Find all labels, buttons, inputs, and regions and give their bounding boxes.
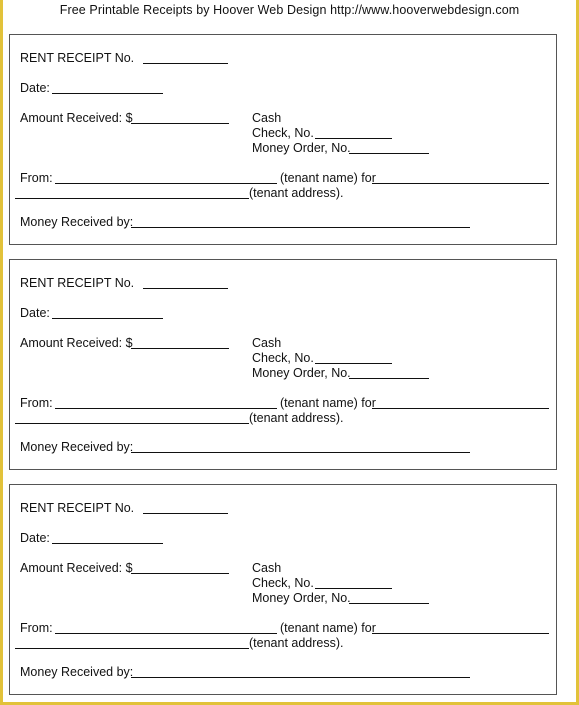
rent-receipt-1 [9,34,557,245]
receipt-title: RENT RECEIPT No. [20,501,135,515]
check-number-field[interactable] [315,138,392,139]
rent-receipt-3 [9,484,557,695]
received-by-field[interactable] [131,452,470,453]
money-received-by-label: Money Received by: [20,440,134,454]
received-by-field[interactable] [131,227,470,228]
from-label: From: [20,621,53,635]
tenant-name-field[interactable] [55,183,277,184]
tenant-name-field[interactable] [55,408,277,409]
tenant-address-label: (tenant address). [249,186,344,200]
receipt-title: RENT RECEIPT No. [20,51,135,65]
rent-receipt-2 [9,259,557,470]
tenant-name-label: (tenant name) for [280,396,376,410]
from-label: From: [20,396,53,410]
amount-field[interactable] [131,348,229,349]
money-received-by-label: Money Received by: [20,665,134,679]
amount-field[interactable] [131,123,229,124]
money-order-label: Money Order, No. [252,591,351,605]
receipt-number-field[interactable] [143,288,228,289]
check-number-field[interactable] [315,588,392,589]
date-field[interactable] [52,93,163,94]
tenant-address-field[interactable] [15,198,249,199]
receipt-title: RENT RECEIPT No. [20,276,135,290]
tenant-address-label: (tenant address). [249,636,344,650]
date-label: Date: [20,306,50,320]
amount-received-label: Amount Received: $ [20,111,133,125]
check-number-field[interactable] [315,363,392,364]
money-order-number-field[interactable] [349,603,429,604]
money-order-number-field[interactable] [349,378,429,379]
cash-label: Cash [252,561,282,575]
check-label: Check, No. [252,576,314,590]
tenant-name-label: (tenant name) for [280,171,376,185]
page-header: Free Printable Receipts by Hoover Web Design http://www.hooverwebdesign.com [59,3,520,17]
date-field[interactable] [52,543,163,544]
cash-label: Cash [252,111,282,125]
money-received-by-label: Money Received by: [20,215,134,229]
date-label: Date: [20,531,50,545]
money-order-label: Money Order, No. [252,366,351,380]
tenant-name-field[interactable] [55,633,277,634]
money-order-number-field[interactable] [349,153,429,154]
tenant-address-field[interactable] [15,648,249,649]
tenant-name-label: (tenant name) for [280,621,376,635]
cash-label: Cash [252,336,282,350]
check-label: Check, No. [252,126,314,140]
amount-received-label: Amount Received: $ [20,336,133,350]
rent-for-field[interactable] [372,408,549,409]
tenant-address-label: (tenant address). [249,411,344,425]
receipt-number-field[interactable] [143,63,228,64]
amount-received-label: Amount Received: $ [20,561,133,575]
money-order-label: Money Order, No. [252,141,351,155]
rent-for-field[interactable] [372,633,549,634]
check-label: Check, No. [252,351,314,365]
received-by-field[interactable] [131,677,470,678]
rent-for-field[interactable] [372,183,549,184]
tenant-address-field[interactable] [15,423,249,424]
date-label: Date: [20,81,50,95]
from-label: From: [20,171,53,185]
date-field[interactable] [52,318,163,319]
receipt-number-field[interactable] [143,513,228,514]
amount-field[interactable] [131,573,229,574]
